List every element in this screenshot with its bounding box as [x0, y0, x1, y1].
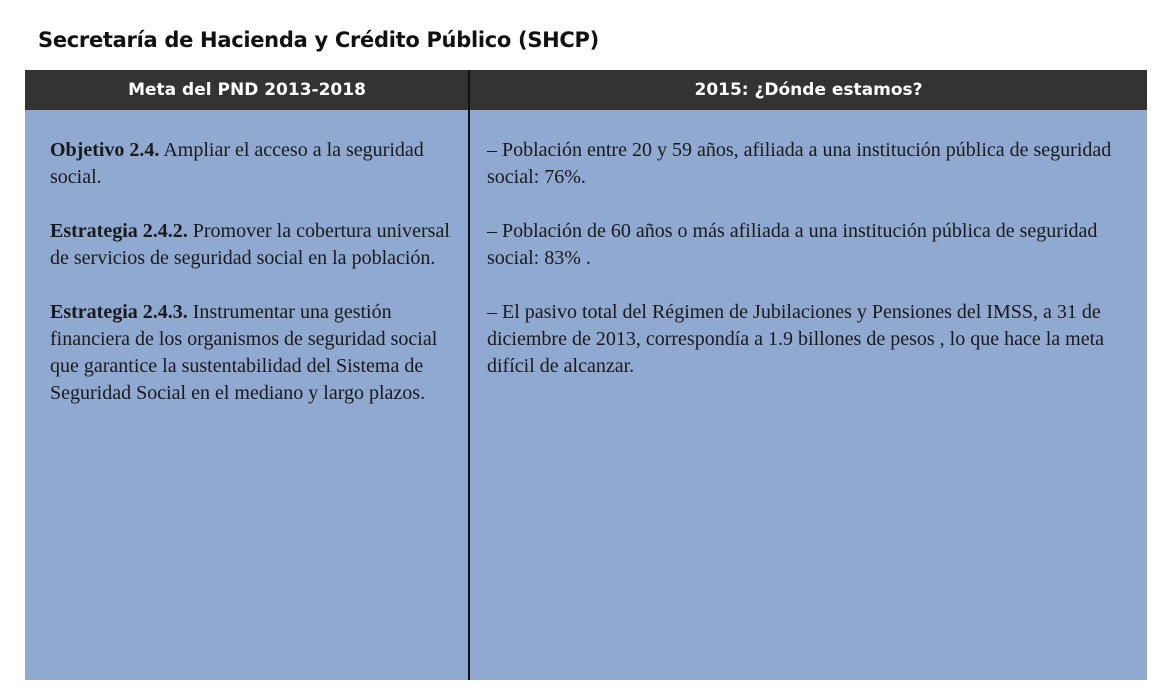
- goals-cell: [50, 110, 464, 434]
- objective-2-4-text: Ampliar el acceso a la seguridad social.: [50, 139, 424, 188]
- goals-table: [25, 70, 1147, 680]
- objective-2-4-label: Objetivo 2.4.: [50, 139, 160, 161]
- table-header-row: [25, 70, 1147, 110]
- status-item-imss-liability: – El pasivo total del Régimen de Jubilaciones y Pensiones del IMSS, a 31 de diciembre de 2013, correspondía a 1.9 billones de pesos , lo que hace la meta difícil de alcanzar.: [487, 301, 1105, 377]
- page-title: Secretaría de Hacienda y Crédito Público (SHCP): [38, 28, 599, 52]
- header-status-2015: 2015: ¿Dónde estamos?: [694, 80, 923, 100]
- strategy-2-4-3-label: Estrategia 2.4.3.: [50, 301, 188, 323]
- column-divider: [468, 70, 470, 680]
- status-cell: [487, 110, 1137, 407]
- header-goal-pnd: Meta del PND 2013-2018: [128, 80, 366, 100]
- strategy-2-4-3: [50, 299, 464, 407]
- status-item-coverage-20-59: – Población entre 20 y 59 años, afiliada a una institución pública de seguridad social: 76%.: [487, 139, 1112, 188]
- strategy-2-4-2: [50, 218, 464, 272]
- strategy-2-4-3-text: Instrumentar una gestión financiera de los organismos de seguridad social que garantice la sustentabilidad del Sistema de Seguridad Social en el mediano y largo plazos.: [50, 301, 438, 404]
- strategy-2-4-2-label: Estrategia 2.4.2.: [50, 220, 188, 242]
- status-item-coverage-60-plus: – Población de 60 años o más afiliada a una institución pública de seguridad social: 83% .: [487, 220, 1098, 269]
- objective-2-4: [50, 137, 464, 191]
- strategy-2-4-2-text: Promover la cobertura universal de servicios de seguridad social en la población.: [50, 220, 450, 269]
